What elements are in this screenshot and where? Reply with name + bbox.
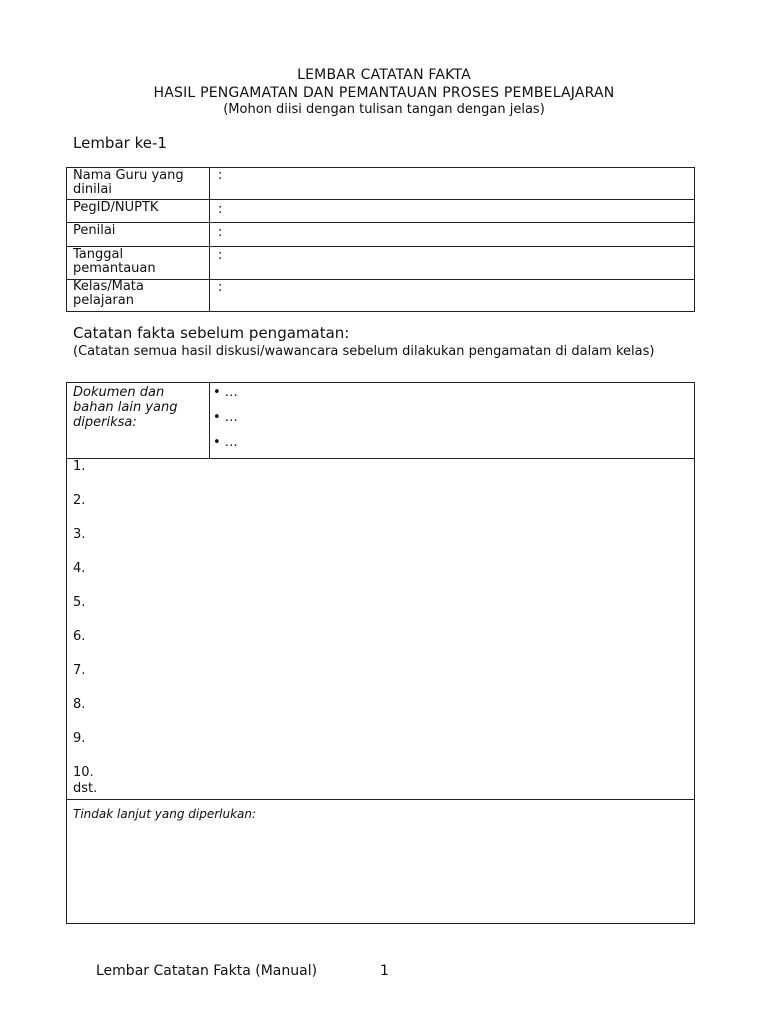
fact-number: 3. [73,527,86,542]
info-label: Nama Guru yang dinilai [67,168,210,199]
document-bullet: • … [213,385,238,400]
document-bullet: • … [213,410,238,425]
fact-number-etc: dst. [73,781,98,796]
footer-text: Lembar Catatan Fakta (Manual) [96,963,318,979]
info-label [67,280,210,311]
info-colon: : [218,225,223,240]
fact-number: 6. [73,629,86,644]
page-number: 1 [380,963,389,979]
document-title: LEMBAR CATATAN FAKTA [297,67,471,83]
followup-label: Tindak lanjut yang diperlukan: [73,807,257,821]
info-colon: : [218,248,223,263]
info-colon: : [218,168,223,183]
section-subtitle: (Catatan semua hasil diskusi/wawancara sebelum dilakukan pengamatan di dalam kelas) [73,344,655,359]
fact-number: 9. [73,731,86,746]
info-colon: : [218,202,223,217]
fact-number: 2. [73,493,86,508]
fact-number: 8. [73,697,86,712]
fact-number: 1. [73,459,86,474]
facts-table [66,382,695,924]
info-row-assessor [67,223,694,247]
info-label: PegID/NUPTK [67,200,210,222]
info-colon: : [218,280,223,295]
document-subtitle: HASIL PENGAMATAN DAN PEMANTAUAN PROSES PEMBELAJARAN [153,85,615,101]
info-row-teacher-name [67,168,694,200]
sheet-label: Lembar ke-1 [73,134,167,152]
info-row-date [67,247,694,280]
fact-number: 5. [73,595,86,610]
section-title: Catatan fakta sebelum pengamatan: [73,324,350,342]
fact-number: 7. [73,663,86,678]
info-row-class-subject [67,280,694,311]
fact-number: 10. [73,765,94,780]
fact-number: 4. [73,561,86,576]
info-label-text: Tanggal pemantauan [73,247,156,276]
documents-label [67,383,210,458]
document-instruction: (Mohon diisi dengan tulisan tangan dengan jelas) [223,102,545,117]
documents-row [67,383,694,459]
info-label [67,247,210,279]
document-bullet: • … [213,435,238,450]
followup-row [67,799,694,923]
info-label-text: Kelas/Mata pelajaran [73,279,144,308]
documents-label-text: Dokumen dan bahan lain yang diperiksa: [73,385,178,430]
info-label: Penilai [67,223,210,246]
teacher-info-table [66,167,695,312]
info-row-pegid [67,200,694,223]
